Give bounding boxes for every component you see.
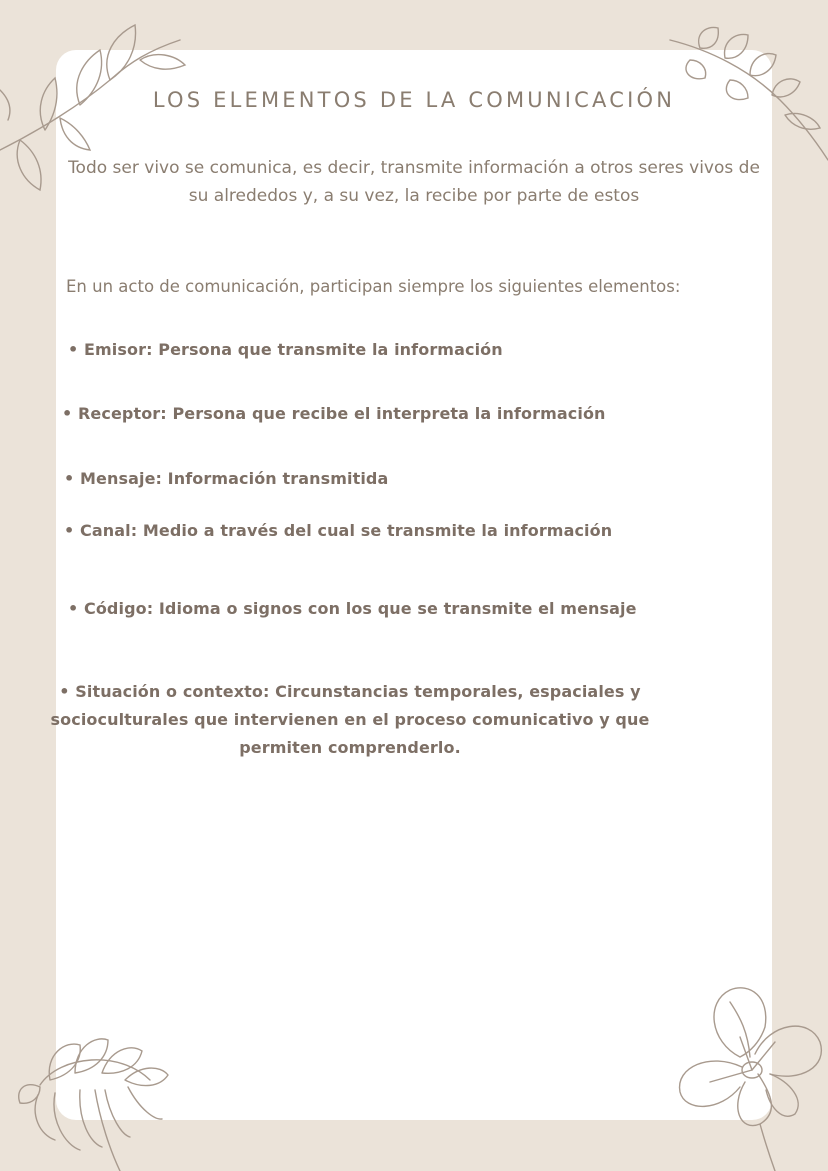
- page-card: [56, 50, 772, 1120]
- page-title: LOS ELEMENTOS DE LA COMUNICACIÓN: [152, 88, 676, 112]
- hibiscus-flower-icon: [670, 982, 828, 1171]
- list-item-codigo: • Código: Idioma o signos con los que se transmite el mensaje: [68, 599, 637, 618]
- list-item-mensaje: • Mensaje: Información transmitida: [64, 469, 389, 488]
- list-item-situacion: • Situación o contexto: Circunstancias temporales, espaciales y socioculturales que intervienen en el proceso comunicativo y que permiten comprenderlo.: [50, 682, 650, 757]
- list-item-canal: • Canal: Medio a través del cual se transmite la información: [64, 521, 613, 540]
- intro-paragraph: Todo ser vivo se comunica, es decir, transmite información a otros seres vivos de su alrededos y, a su vez, la recibe por parte de estos: [68, 158, 760, 206]
- list-item-emisor: • Emisor: Persona que transmite la información: [68, 340, 503, 359]
- lead-sentence: En un acto de comunicación, participan siempre los siguientes elementos:: [66, 277, 681, 296]
- list-item-receptor: • Receptor: Persona que recibe el interpreta la información: [62, 404, 606, 423]
- daisy-flower-icon: [10, 1025, 180, 1171]
